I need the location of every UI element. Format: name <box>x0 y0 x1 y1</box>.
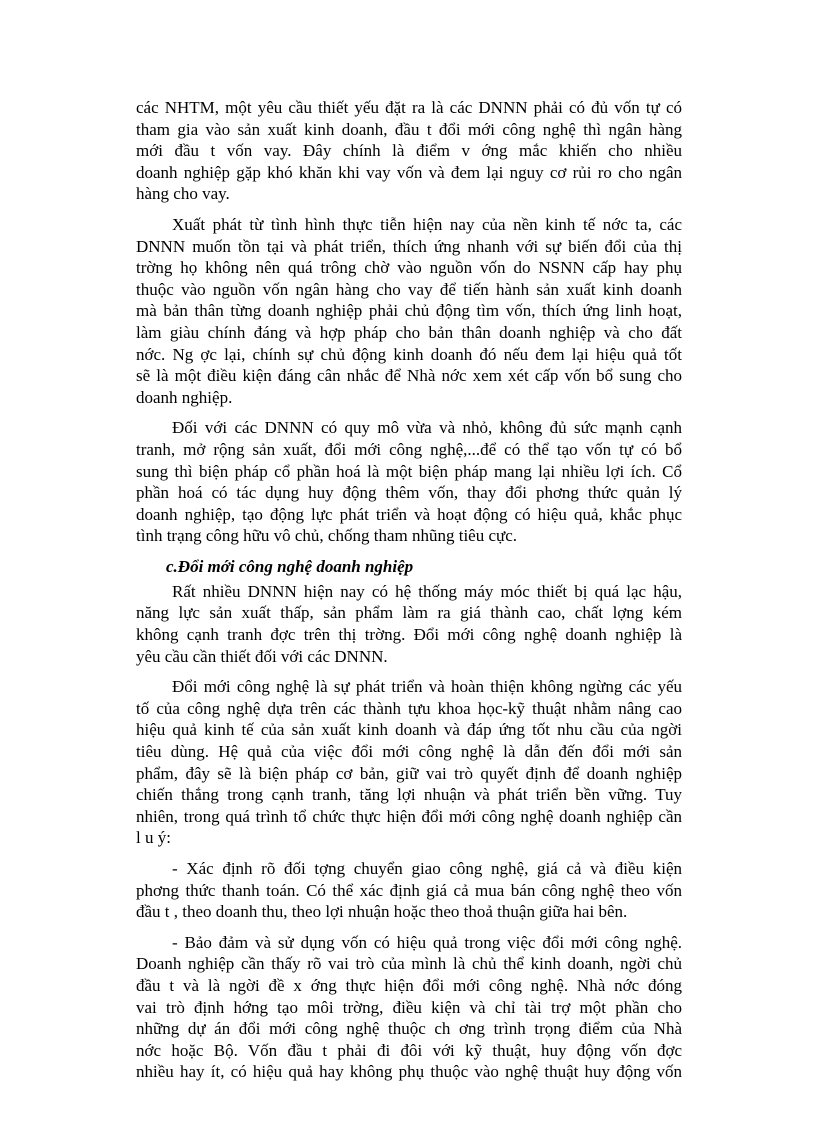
text-line: - Xác định rõ đối tợng chuyển giao công nghệ, giá cả và điều kiện <box>172 859 682 878</box>
text-line: DNNN muốn tồn tại và phát triển, thích ứng nhanh với sự biến đổi của thị <box>136 236 682 256</box>
text-line: tranh, mở rộng sản xuất, đổi mới công nghệ,...để có thể tạo vốn tự có bổ <box>136 439 682 459</box>
text-line: vai trò định hớng tạo môi trờng, điều kiện và chỉ tài trợ một phần cho <box>136 997 682 1017</box>
text-line: phần hoá có tác dụng huy động thêm vốn, thay đổi phơng thức quản lý <box>136 483 682 503</box>
text-line: làm giàu chính đáng và hợp pháp cho bản thân doanh nghiệp và cho đất <box>136 322 682 342</box>
document-body <box>136 97 682 1092</box>
text-line: hàng cho vay. <box>136 184 230 204</box>
text-line: nớc hoặc Bộ. Vốn đầu t phải đi đôi với kỹ thuật, huy động vốn đợc <box>136 1040 682 1060</box>
text-line: năng lực sản xuất thấp, sản phẩm làm ra giá thành cao, chất lợng kém <box>136 603 682 623</box>
text-line: đầu t và là ngời đề x ớng thực hiện đổi mới công nghệ. Nhà nớc đóng <box>136 975 682 995</box>
text-line: mà bản thân từng doanh nghiệp phải chủ động tìm vốn, thích ứng linh hoạt, <box>136 301 682 321</box>
paragraph-self-reliance <box>136 214 682 408</box>
paragraph-transfer-object <box>136 858 682 923</box>
text-line: hiệu quả kinh tế của sản xuất kinh doanh và đáp ứng tốt nhu cầu của ngời <box>136 720 682 740</box>
text-line: Xuất phát từ tình hình thực tiễn hiện nay của nền kinh tế nớc ta, các <box>172 214 682 234</box>
paragraph-equitization <box>136 417 682 547</box>
text-line: mới đầu t vốn vay. Đây chính là điểm v ớng mắc khiến cho nhiều <box>136 141 682 161</box>
text-line: phơng thức thanh toán. Có thể xác định giá cả mua bán công nghệ theo vốn <box>136 880 682 900</box>
paragraph-outdated-equipment <box>136 581 682 667</box>
text-line: các NHTM, một yêu cầu thiết yếu đặt ra là các DNNN phải có đủ vốn tự có <box>136 98 682 117</box>
text-line: không cạnh tranh đợc trên thị trờng. Đổi mới công nghệ doanh nghiệp là <box>136 625 682 645</box>
text-line: phẩm, đây sẽ là biện pháp cơ bản, giữ vai trò quyết định để doanh nghiệp <box>136 763 682 783</box>
text-line: doanh nghiệp. <box>136 387 233 407</box>
text-line: sẽ là một điều kiện đáng cân nhắc để Nhà nớc xem xét cấp vốn bổ sung cho <box>136 366 682 386</box>
text-line: nớc. Ng ợc lại, chính sự chủ động kinh doanh đó nếu đem lại hiệu quả tốt <box>136 344 682 364</box>
text-line: những dự án đổi mới công nghệ thuộc ch ơng trình trọng điểm của Nhà <box>136 1019 682 1039</box>
text-line: Rất nhiều DNNN hiện nay có hệ thống máy móc thiết bị quá lạc hậu, <box>172 581 682 601</box>
text-line: yêu cầu cần thiết đối với các DNNN. <box>136 646 388 666</box>
text-line: đầu t , theo doanh thu, theo lợi nhuận hoặc theo thoả thuận giữa hai bên. <box>136 902 628 922</box>
text-line: sung thì biện pháp cổ phần hoá là một biện pháp mang lại nhiều lợi ích. Cổ <box>136 461 682 481</box>
text-line: tham gia vào sản xuất kinh doanh, đầu t đổi mới công nghệ thì ngân hàng <box>136 119 682 139</box>
text-line: nhiên, trong quá trình tổ chức thực hiện đổi mới công nghệ doanh nghiệp cần <box>136 806 682 826</box>
text-line: tình trạng công hữu vô chủ, chống tham nhũng tiêu cực. <box>136 526 518 546</box>
text-line: Đổi mới công nghệ là sự phát triển và hoàn thiện không ngừng các yếu <box>172 677 682 697</box>
text-line: doanh nghiệp gặp khó khăn khi vay vốn và đem lại nguy cơ rủi ro cho ngân <box>136 162 682 182</box>
text-line: tiêu dùng. Hệ quả của việc đổi mới công nghệ là dẫn đến đổi mới sản <box>136 742 682 762</box>
text-line: - Bảo đảm và sử dụng vốn có hiệu quả trong việc đổi mới công nghệ. <box>172 932 682 952</box>
text-line: thuộc vào nguồn vốn ngân hàng cho vay để tiến hành sản xuất kinh doanh <box>136 279 682 299</box>
text-line: Đối với các DNNN có quy mô vừa và nhỏ, không đủ sức mạnh cạnh <box>172 418 682 438</box>
text-line: Doanh nghiệp cần thấy rõ vai trò của mình là chủ thể kinh doanh, ngời chủ <box>136 954 682 974</box>
text-line: tố của công nghệ dựa trên các thành tựu khoa học-kỹ thuật nhằm nâng cao <box>136 698 682 718</box>
paragraph-technology-innovation <box>136 676 682 849</box>
text-line: doanh nghiệp, tạo động lực phát triển và hoạt động có hiệu quả, khắc phục <box>136 504 682 524</box>
text-line: nhiều hay ít, có hiệu quả hay không phụ thuộc vào nghệ thuật huy động vốn <box>136 1062 682 1082</box>
section-heading: c.Đổi mới công nghệ doanh nghiệp <box>166 556 414 576</box>
text-line: chiến thắng trong cạnh tranh, tăng lợi nhuận và phát triển bền vững. Tuy <box>136 785 682 805</box>
text-line: trờng họ không nên quá trông chờ vào nguồn vốn do NSNN cấp hay phụ <box>136 258 682 278</box>
text-line: l u ý: <box>136 828 171 848</box>
paragraph-capital-requirement <box>136 97 682 205</box>
paragraph-capital-efficiency <box>136 932 682 1083</box>
